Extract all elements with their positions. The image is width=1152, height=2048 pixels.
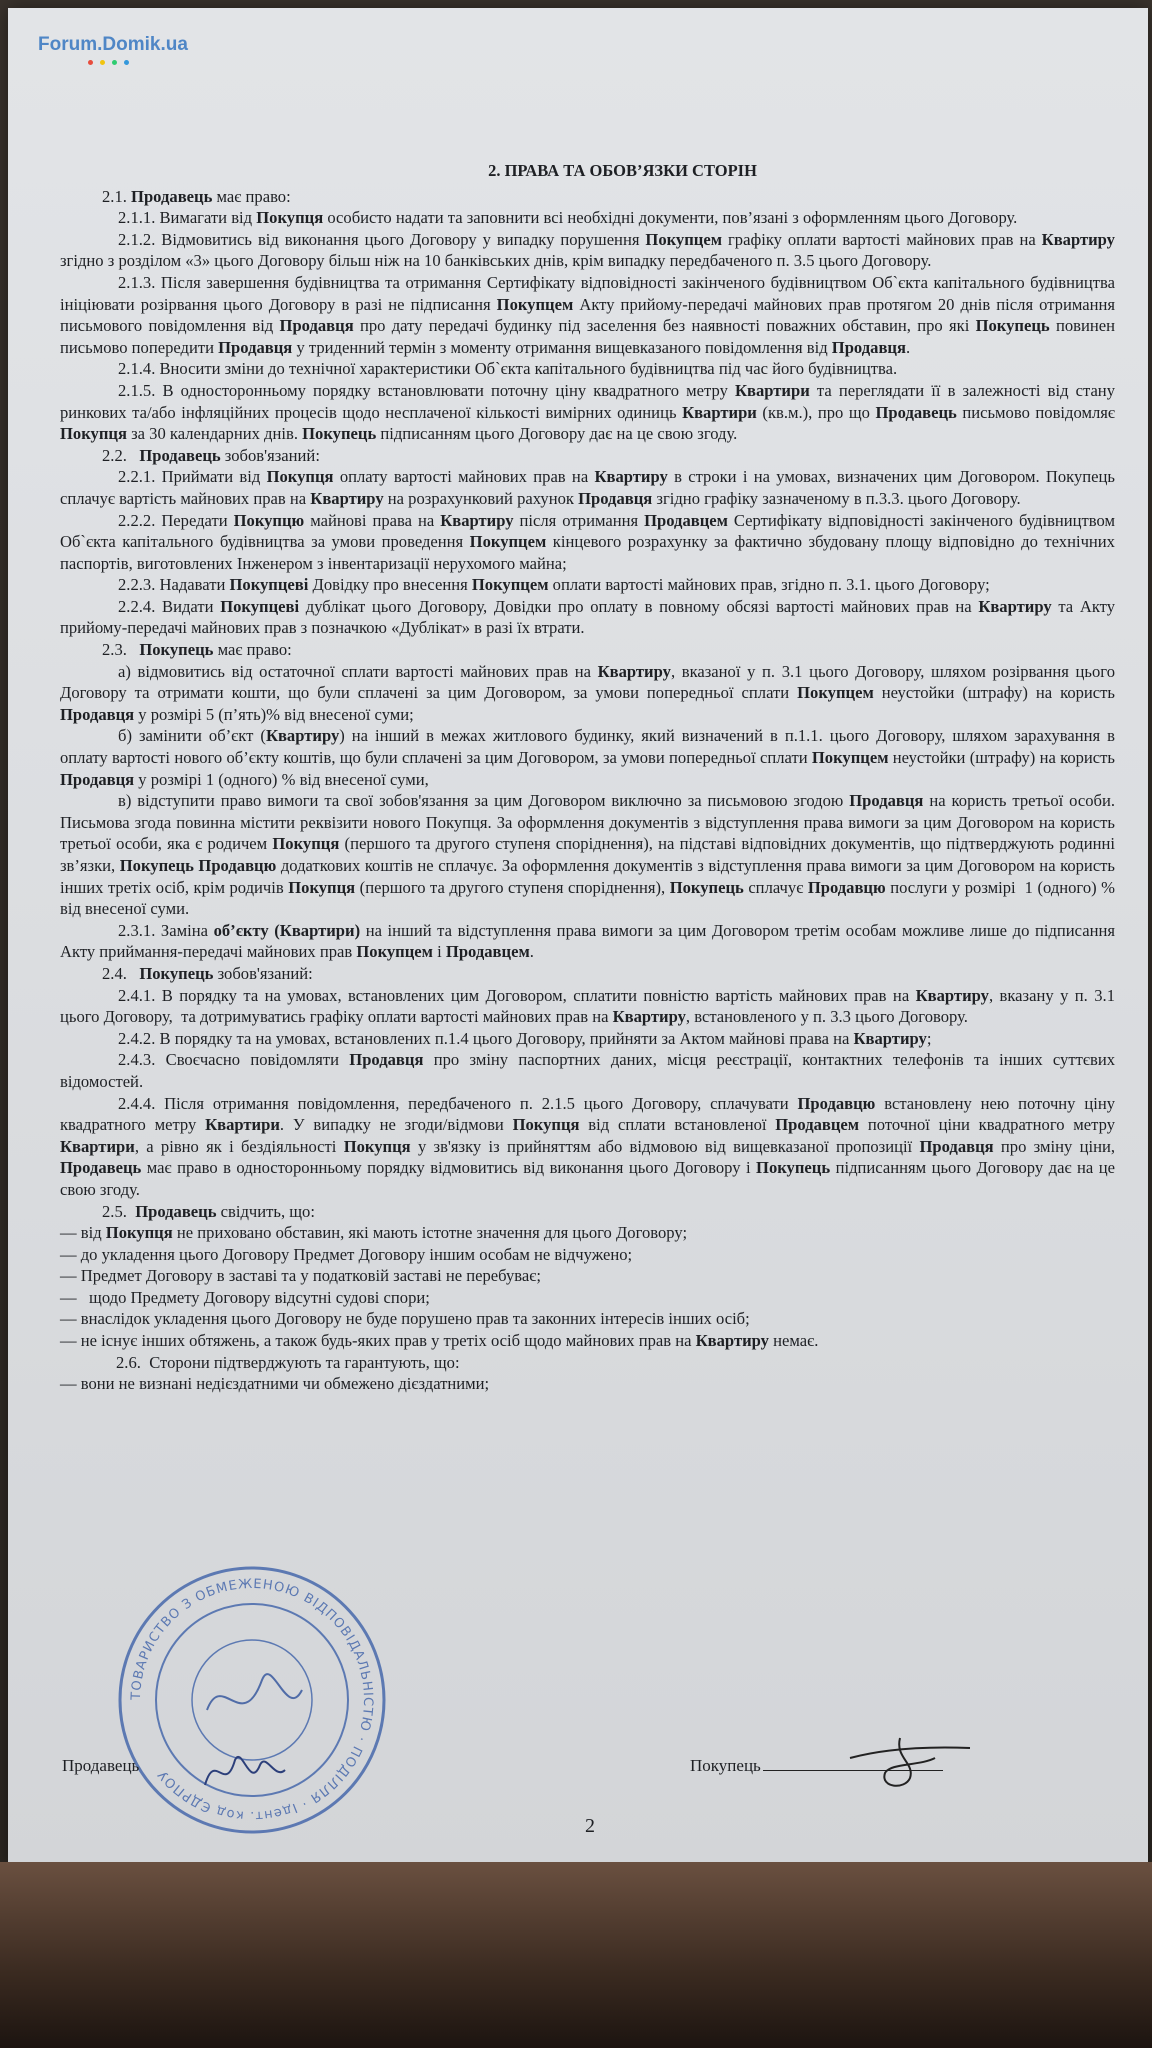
paragraph-2-1: 2.1. Продавець має право: [102, 186, 291, 206]
paragraph-2-1-1: 2.1.1. Вимагати від Покупця особисто надати та заповнити всі необхідні документи, пов’язані з оформленням цього Договору. [118, 208, 1018, 228]
floor-background [0, 1862, 1152, 2048]
list-item-2-5-5: — внаслідок укладення цього Договору не буде порушено прав та законних інтересів інших осіб; [60, 1309, 750, 1329]
list-item-2-5-4: — щодо Предмету Договору відсутні судові спори; [60, 1287, 430, 1307]
svg-text:ТОВАРИСТВО З ОБМЕЖЕНОЮ ВІДПОВІ: ТОВАРИСТВО З ОБМЕЖЕНОЮ ВІДПОВІДАЛЬНІСТЮ · ПОДІЛЛЯ · Ідент. код ЄДРПОУ [128, 1576, 376, 1824]
paragraph-2-1-5: 2.1.5. В односторонньому порядку встановлювати поточну ціну квадратного метру Квартири та переглядати її в залежності від стану ринкових та/або інфляційних процесів щодо несплаченої кількості вимірних одиниць Квартири (кв.м.), про що Продавець письмово повідомляє Покупця за 30 календарних днів. Покупець підписанням цього Договору дає на це свою згоду. [60, 380, 1115, 444]
paragraph-2-3-a: а) відмовитись від остаточної сплати вартості майнових прав на Квартиру, вказаної у п. 3.1 цього Договору, шляхом розірвання цього Договору та отримати кошти, що були сплачені за цим Договором, за умови попередньої сплати Покупцем неустойки (штрафу) на користь Продавця у розмірі 5 (п’ять)% від внесеної суми; [60, 661, 1115, 724]
paragraph-2-2-2: 2.2.2. Передати Покупцю майнові права на Квартиру після отримання Продавцем Сертифікату відповідності закінченого будівництвом Об`єкта капітального будівництва за умови проведення Покупцем кінцевого розрахунку за фактично збудовану площу відповідно до технічних паспортів, виготовлених Інженером з інвентаризації нерухомого майна; [60, 510, 1116, 573]
buyer-signature-area [690, 1756, 943, 1776]
list-item-2-6-1: — вони не визнані недієздатними чи обмежено дієздатними; [60, 1374, 490, 1394]
paragraph-2-4-1: 2.4.1. В порядку та на умовах, встановлених цим Договором, сплатити повністю вартість майнових прав на Квартиру, вказану у п. 3.1 цього Договору, та дотримуватись графіку оплати вартості майнових прав на Квартиру, встановленого у п. 3.3 цього Договору. [60, 985, 1115, 1027]
list-item-2-5-6: — не існує інших обтяжень, а також будь-яких прав у третіх осіб щодо майнових прав на Квартиру немає. [60, 1331, 819, 1351]
document-body [60, 160, 1115, 1395]
page-number: 2 [585, 1815, 595, 1837]
paragraph-2-1-4: 2.1.4. Вносити зміни до технічної характеристики Об`єкта капітального будівництва під час його будівництва. [118, 359, 898, 379]
watermark-dots [88, 60, 129, 65]
signature-block [62, 1756, 1062, 1786]
paragraph-2-2-4: 2.2.4. Видати Покупцеві дублікат цього Договору, Довідки про оплату в повному обсязі вартості майнових прав на Квартиру та Акту прийому-передачі майнових прав з позначкою «Дублікат» в разі їх втрати. [60, 596, 1115, 638]
paragraph-2-4-3: 2.4.3. Своєчасно повідомляти Продавця про зміну паспортних даних, місця реєстрації, контактних телефонів та інших суттєвих відомостей. [60, 1050, 1115, 1091]
list-item-2-5-1: — від Покупця не приховано обставин, які мають істотне значення для цього Договору; [60, 1223, 688, 1243]
paragraph-2-4-2: 2.4.2. В порядку та на умовах, встановлених п.1.4 цього Договору, прийняти за Актом майнові права на Квартиру; [118, 1028, 932, 1048]
paragraph-2-3: 2.3. Покупець має право: [102, 640, 292, 660]
paragraph-2-2-1: 2.2.1. Приймати від Покупця оплату вартості майнових прав на Квартиру в строки і на умовах, визначених цим Договором. Покупець сплачує вартість майнових прав на Квартиру на розрахунковий рахунок Продавця згідно графіку зазначеному в п.3.3. цього Договору. [60, 467, 1115, 508]
paragraph-2-3-b: б) замінити об’єкт (Квартиру) на інший в межах житлового будинку, який визначений в п.1.1. цього Договору, шляхом зарахування в оплату вартості нового об’єкту коштів, що були сплачені за цим Договором, за умови попередньої сплати Покупцем неустойки (штрафу) на користь Продавця у розмірі 1 (одного) % від внесеної суми, [60, 726, 1115, 789]
paragraph-2-1-2: 2.1.2. Відмовитись від виконання цього Договору у випадку порушення Покупцем графіку оплати вартості майнових прав на Квартиру згідно з розділом «3» цього Договору більш ніж на 10 банківських днів, крім випадку передбаченого п. 3.5 цього Договору. [60, 229, 1115, 271]
paragraph-2-6: 2.6. Сторони підтверджують та гарантують, що: [116, 1352, 460, 1372]
paragraph-2-1-3: 2.1.3. Після завершення будівництва та отримання Сертифікату відповідності закінченого будівництвом Об`єкта капітального будівництва ініціювати розірвання цього Договору в разі не підписання Покупцем Акту прийому-передачі майнових прав протягом 20 днів після отримання письмового повідомлення від Продавця про дату передачі будинку під заселення без наявності поважних обставин, про які Покупець повинен письмово попередити Продавця у триденний термін з моменту отримання вищевказаного повідомлення від Продавця. [60, 272, 1115, 357]
paragraph-2-3-v: в) відступити право вимоги та свої зобов'язання за цим Договором виключно за письмовою згодою Продавця на користь третьої особи. Письмова згода повинна містити реквізити нового Покупця. За оформлення документів з відступлення права вимоги за цим Договором на користь третьої особи, яка є родичем Покупця (першого та другого ступеня споріднення), на підставі відповідних документів, що підтверджують родинні зв’язки, Покупець Продавцю додаткових коштів не сплачує. За оформлення документів з відступлення права вимоги за цим Договором на користь інших третіх осіб, крім родичів Покупця (першого та другого ступеня споріднення), Покупець сплачує Продавцю послуги у розмірі 1 (одного) % від внесеної суми. [60, 791, 1116, 919]
paragraph-2-2: 2.2. Продавець зобов'язаний: [102, 445, 320, 465]
paragraph-2-5: 2.5. Продавець свідчить, що: [102, 1201, 315, 1221]
seller-signature-label: Продавець [62, 1756, 140, 1775]
forum-watermark: Forum.Domik.ua [38, 34, 188, 55]
paragraph-2-4-4: 2.4.4. Після отримання повідомлення, передбаченого п. 2.1.5 цього Договору, сплачувати Продавцю встановлену нею поточну ціну квадратного метру Квартири. У випадку не згоди/відмови Покупця від сплати встановленої Продавцем поточної ціни квадратного метру Квартири, а рівно як і бездіяльності Покупця у зв'язку із прийняттям або відмовою від вищевказаної пропозиції Продавця про зміну ціни, Продавець має право в односторонньому порядку відмовитись від виконання цього Договору і Покупець підписанням цього Договору дає на це свою згоду. [60, 1093, 1115, 1199]
paragraph-2-4: 2.4. Покупець зобов'язаний: [102, 963, 313, 983]
section-heading: 2. ПРАВА ТА ОБОВ’ЯЗКИ СТОРІН [488, 161, 757, 180]
buyer-signature-line [763, 1756, 943, 1771]
list-item-2-5-3: — Предмет Договору в заставі та у податковій заставі не перебуває; [60, 1266, 541, 1286]
paragraph-2-3-1: 2.3.1. Заміна об’єкту (Квартири) на інший та відступлення права вимоги за цим Договором третім особам можливе лише до підписання Акту приймання-передачі майнових прав Покупцем і Продавцем. [60, 920, 1115, 962]
buyer-signature-label: Покупець [690, 1756, 761, 1775]
paragraph-2-2-3: 2.2.3. Надавати Покупцеві Довідку про внесення Покупцем оплати вартості майнових прав, згідно п. 3.1. цього Договору; [118, 575, 990, 595]
list-item-2-5-2: — до укладення цього Договору Предмет Договору іншим особам не відчужено; [60, 1244, 633, 1264]
